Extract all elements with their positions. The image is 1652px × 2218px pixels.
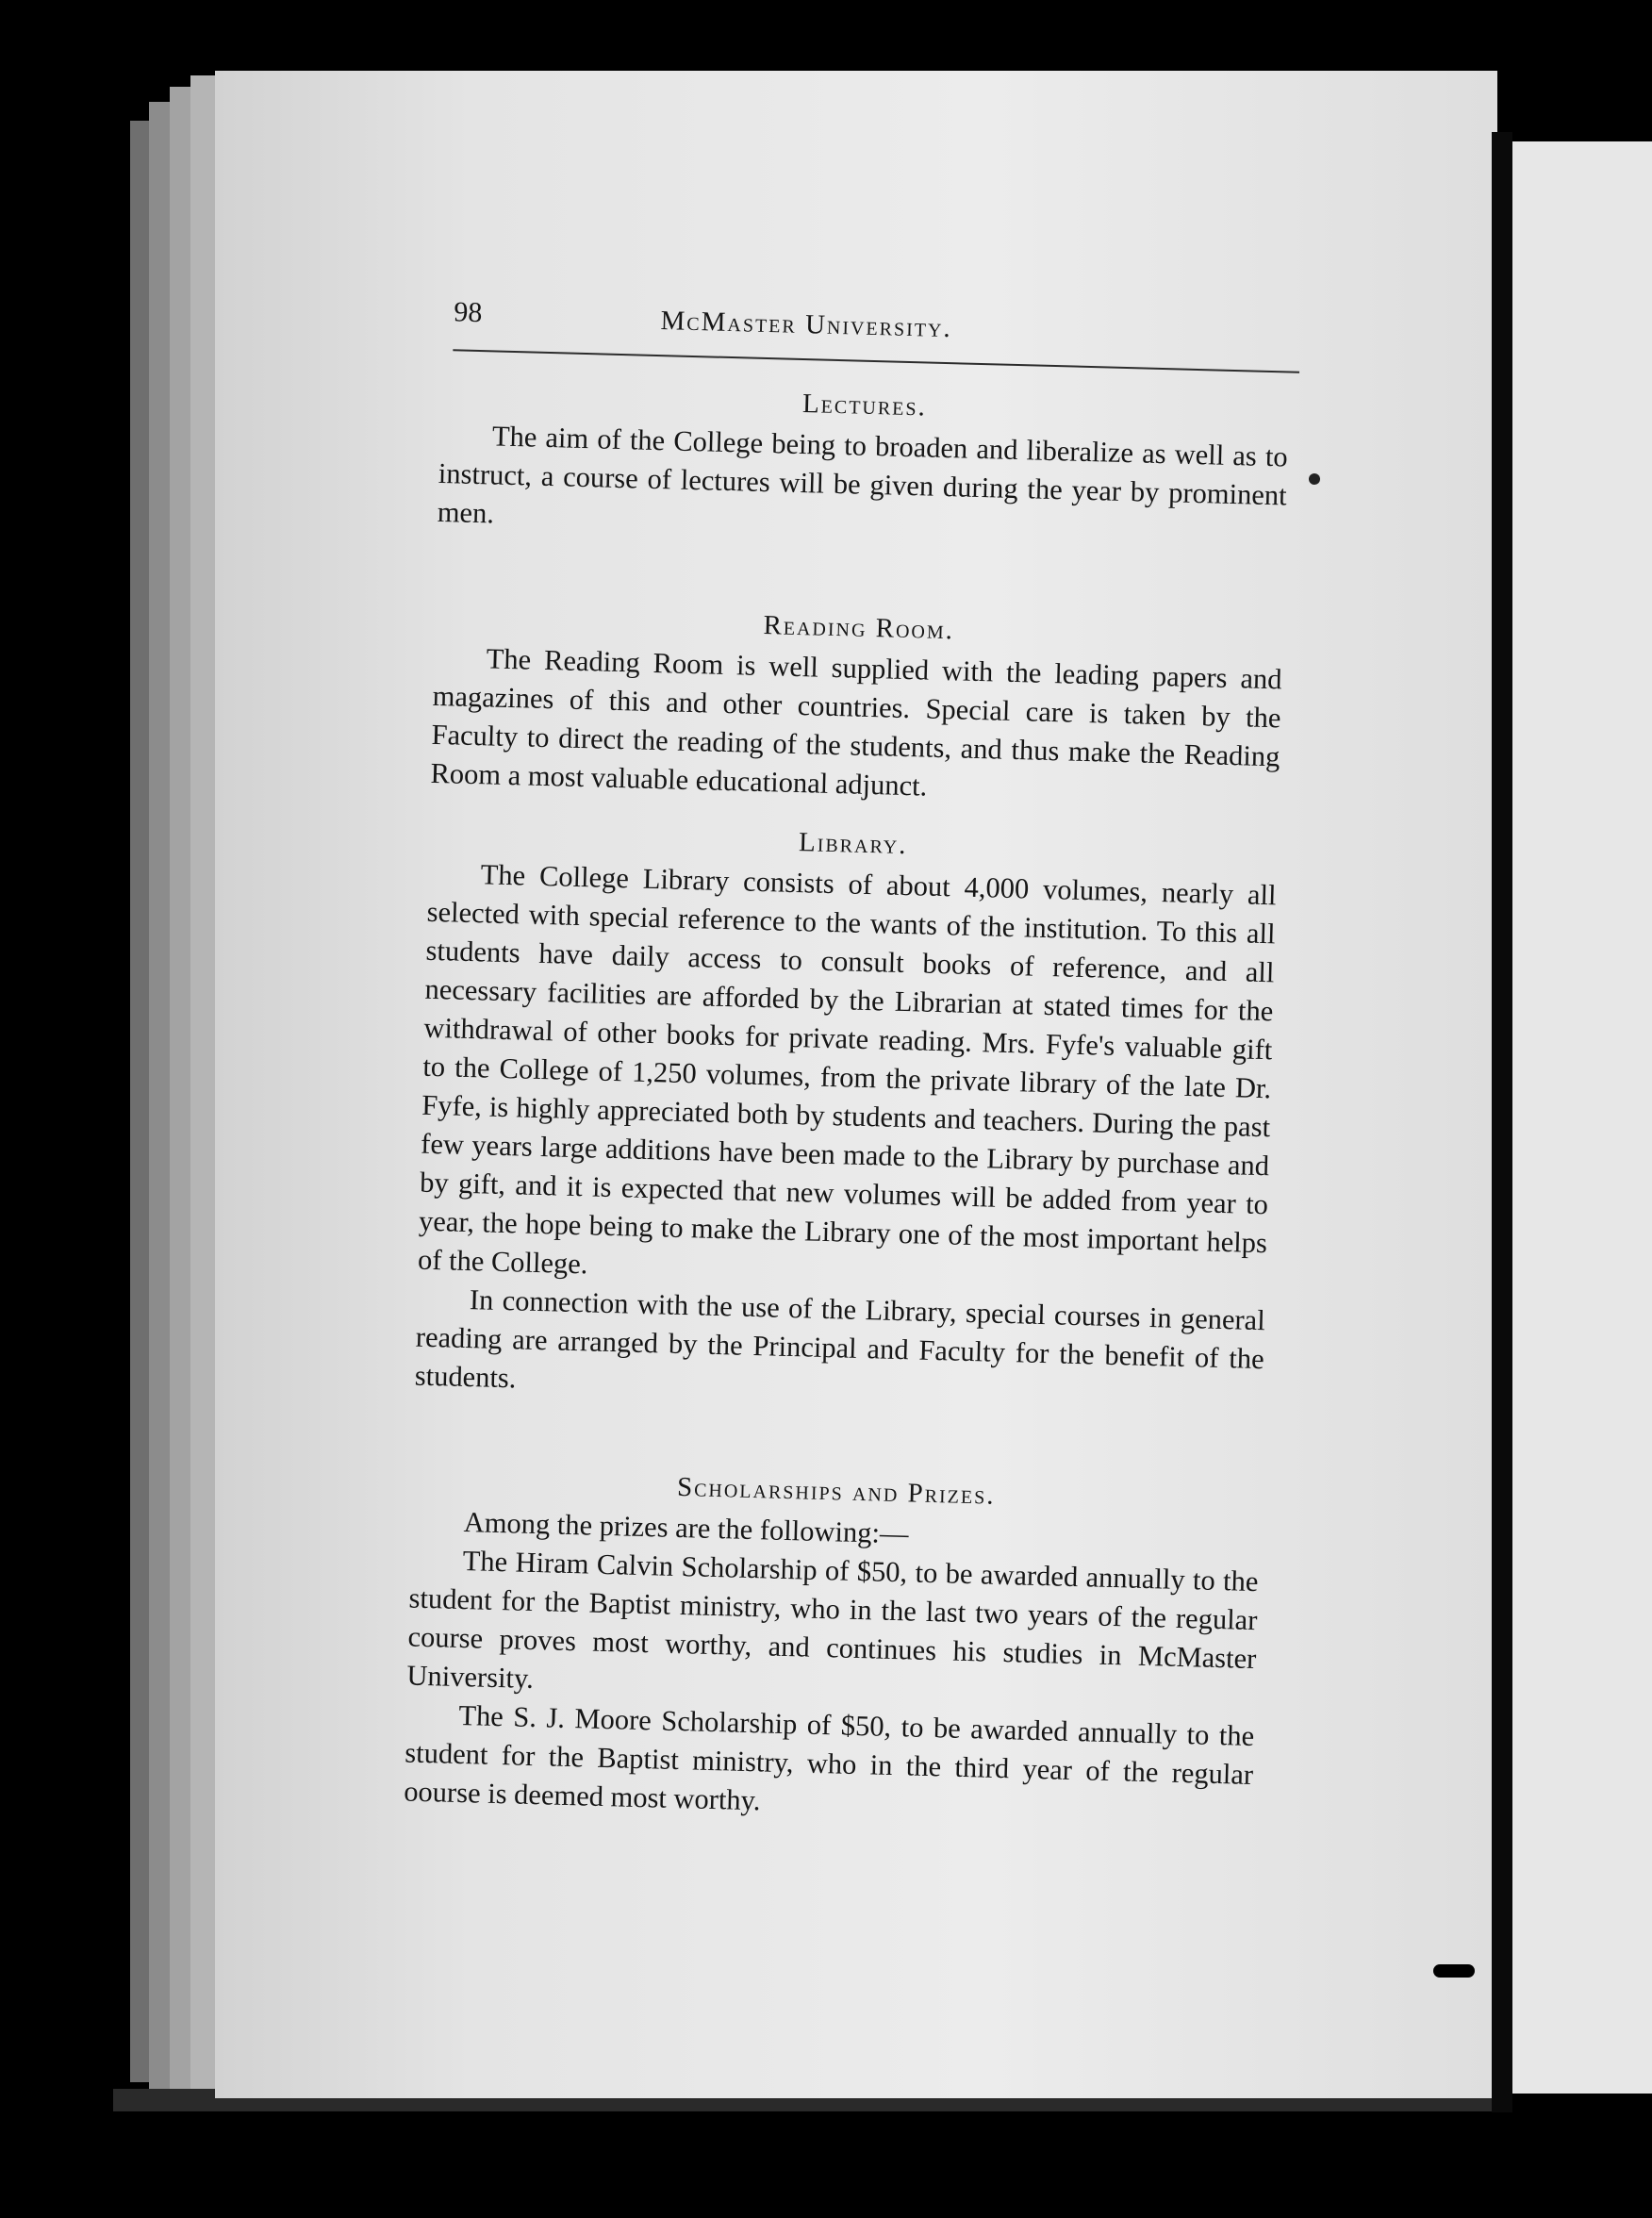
reading-room-paragraph: The Reading Room is well supplied with the leading papers and magazines of this and other countries. Special care is taken by the Faculty to direct the reading of the students, and thus make the Reading Room a most valuable educational adjunct.: [430, 642, 1282, 803]
lectures-paragraph: The aim of the College being to broaden and liberalize as well as to instruct, a course of lectures will be given during the year by prominent men.: [437, 420, 1289, 530]
ink-blot: [1309, 473, 1320, 485]
page-text: [404, 290, 1292, 1833]
library-courses-paragraph: In connection with the use of the Library, special courses in general reading are arranged by the Principal and Faculty for the benefit of the students.: [414, 1283, 1266, 1395]
section-heading-library: Library.: [798, 827, 908, 861]
prizes-intro: Among the prizes are the following:—: [463, 1506, 909, 1550]
page-number: 98: [453, 296, 483, 329]
library-paragraph: The College Library consists of about 4,000 volumes, nearly all selected with special reference to the wants of the institution. To this all students have daily access to consult books of reference, and all necessary facilities are afforded by the Librarian at stated times for the withdrawal of other books for private reading. Mrs. Fyfe's valuable gift to the College of 1,250 volumes, from the private library of the late Dr. Fyfe, is highly appreciated both by students and teachers. During the past few years large additions have been made to the Library by purchase and by gift, and it is expected that new volumes will be added from year to year, the hope being to make the Library one of the most important helps of the College.: [417, 858, 1277, 1281]
binding-thread: [1433, 1964, 1475, 1978]
book-binding: [1492, 132, 1512, 2112]
section-heading-reading-room: Reading Room.: [763, 610, 955, 646]
section-heading-scholarships: Scholarships and Prizes.: [676, 1471, 996, 1511]
running-title: McMaster University.: [660, 306, 953, 344]
moore-scholarship: The S. J. Moore Scholarship of $50, to be awarded annually to the student for the Baptist ministry, who in the third year of the regular oourse is deemed most worthy.: [403, 1698, 1255, 1817]
facing-page: [1512, 141, 1652, 2094]
hiram-calvin-scholarship: The Hiram Calvin Scholarship of $50, to be awarded annually to the student for the Baptist ministry, who in the last two years of the regular course proves most worthy, and continues his studies in McMaster University.: [406, 1545, 1259, 1696]
section-heading-lectures: Lectures.: [801, 389, 928, 422]
